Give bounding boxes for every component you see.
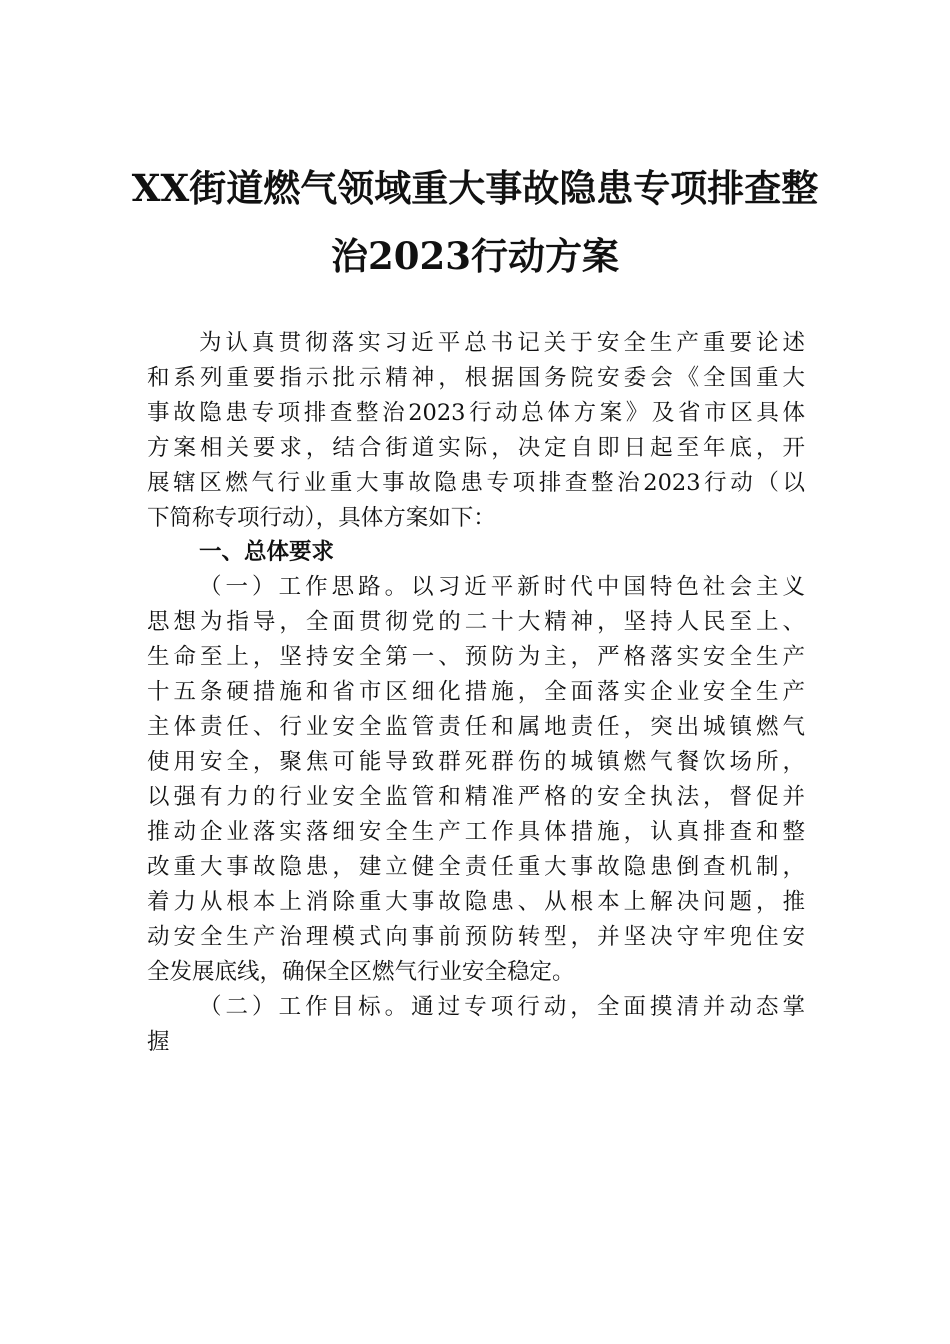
section-heading: 一、总体要求 xyxy=(199,539,335,565)
paragraph-line: 十五条硬措施和省市区细化措施，全面落实企业安全生产 xyxy=(147,679,805,705)
intro-line: 事故隐患专项排查整治2023行动总体方案》及省市区具体 xyxy=(147,400,805,426)
intro-line: 展辖区燃气行业重大事故隐患专项排查整治2023行动（以 xyxy=(147,470,805,496)
paragraph-line: 推动企业落实落细安全生产工作具体措施，认真排查和整 xyxy=(147,819,805,845)
paragraph-line: 以强有力的行业安全监管和精准严格的安全执法，督促并 xyxy=(147,784,805,810)
paragraph-line: （一）工作思路。以习近平新时代中国特色社会主义 xyxy=(199,574,805,600)
intro-line: 为认真贯彻落实习近平总书记关于安全生产重要论述 xyxy=(199,330,805,356)
paragraph-line: 主体责任、行业安全监管责任和属地责任，突出城镇燃气 xyxy=(147,714,805,740)
document-title-line-2: 治2023行动方案 xyxy=(331,234,619,278)
paragraph-line: （二）工作目标。通过专项行动，全面摸清并动态掌 xyxy=(199,994,805,1020)
paragraph-line: 使用安全，聚焦可能导致群死群伤的城镇燃气餐饮场所， xyxy=(147,749,805,775)
paragraph-line: 着力从根本上消除重大事故隐患、从根本上解决问题，推 xyxy=(147,889,805,915)
paragraph-line: 动安全生产治理模式向事前预防转型，并坚决守牢兜住安 xyxy=(147,924,805,950)
intro-line: 和系列重要指示批示精神，根据国务院安委会《全国重大 xyxy=(147,365,805,391)
paragraph-line: 全发展底线，确保全区燃气行业安全稳定。 xyxy=(147,959,575,985)
paragraph-line: 思想为指导，全面贯彻党的二十大精神，坚持人民至上、 xyxy=(147,609,805,635)
document-title-line-1: XX街道燃气领域重大事故隐患专项排查整 xyxy=(131,166,819,210)
paragraph-line: 改重大事故隐患，建立健全责任重大事故隐患倒查机制， xyxy=(147,854,805,880)
paragraph-line: 生命至上，坚持安全第一、预防为主，严格落实安全生产 xyxy=(147,644,805,670)
intro-line: 方案相关要求，结合街道实际，决定自即日起至年底，开 xyxy=(147,435,805,461)
paragraph-line: 握 xyxy=(147,1029,170,1055)
intro-line: 下简称专项行动），具体方案如下： xyxy=(147,505,496,531)
